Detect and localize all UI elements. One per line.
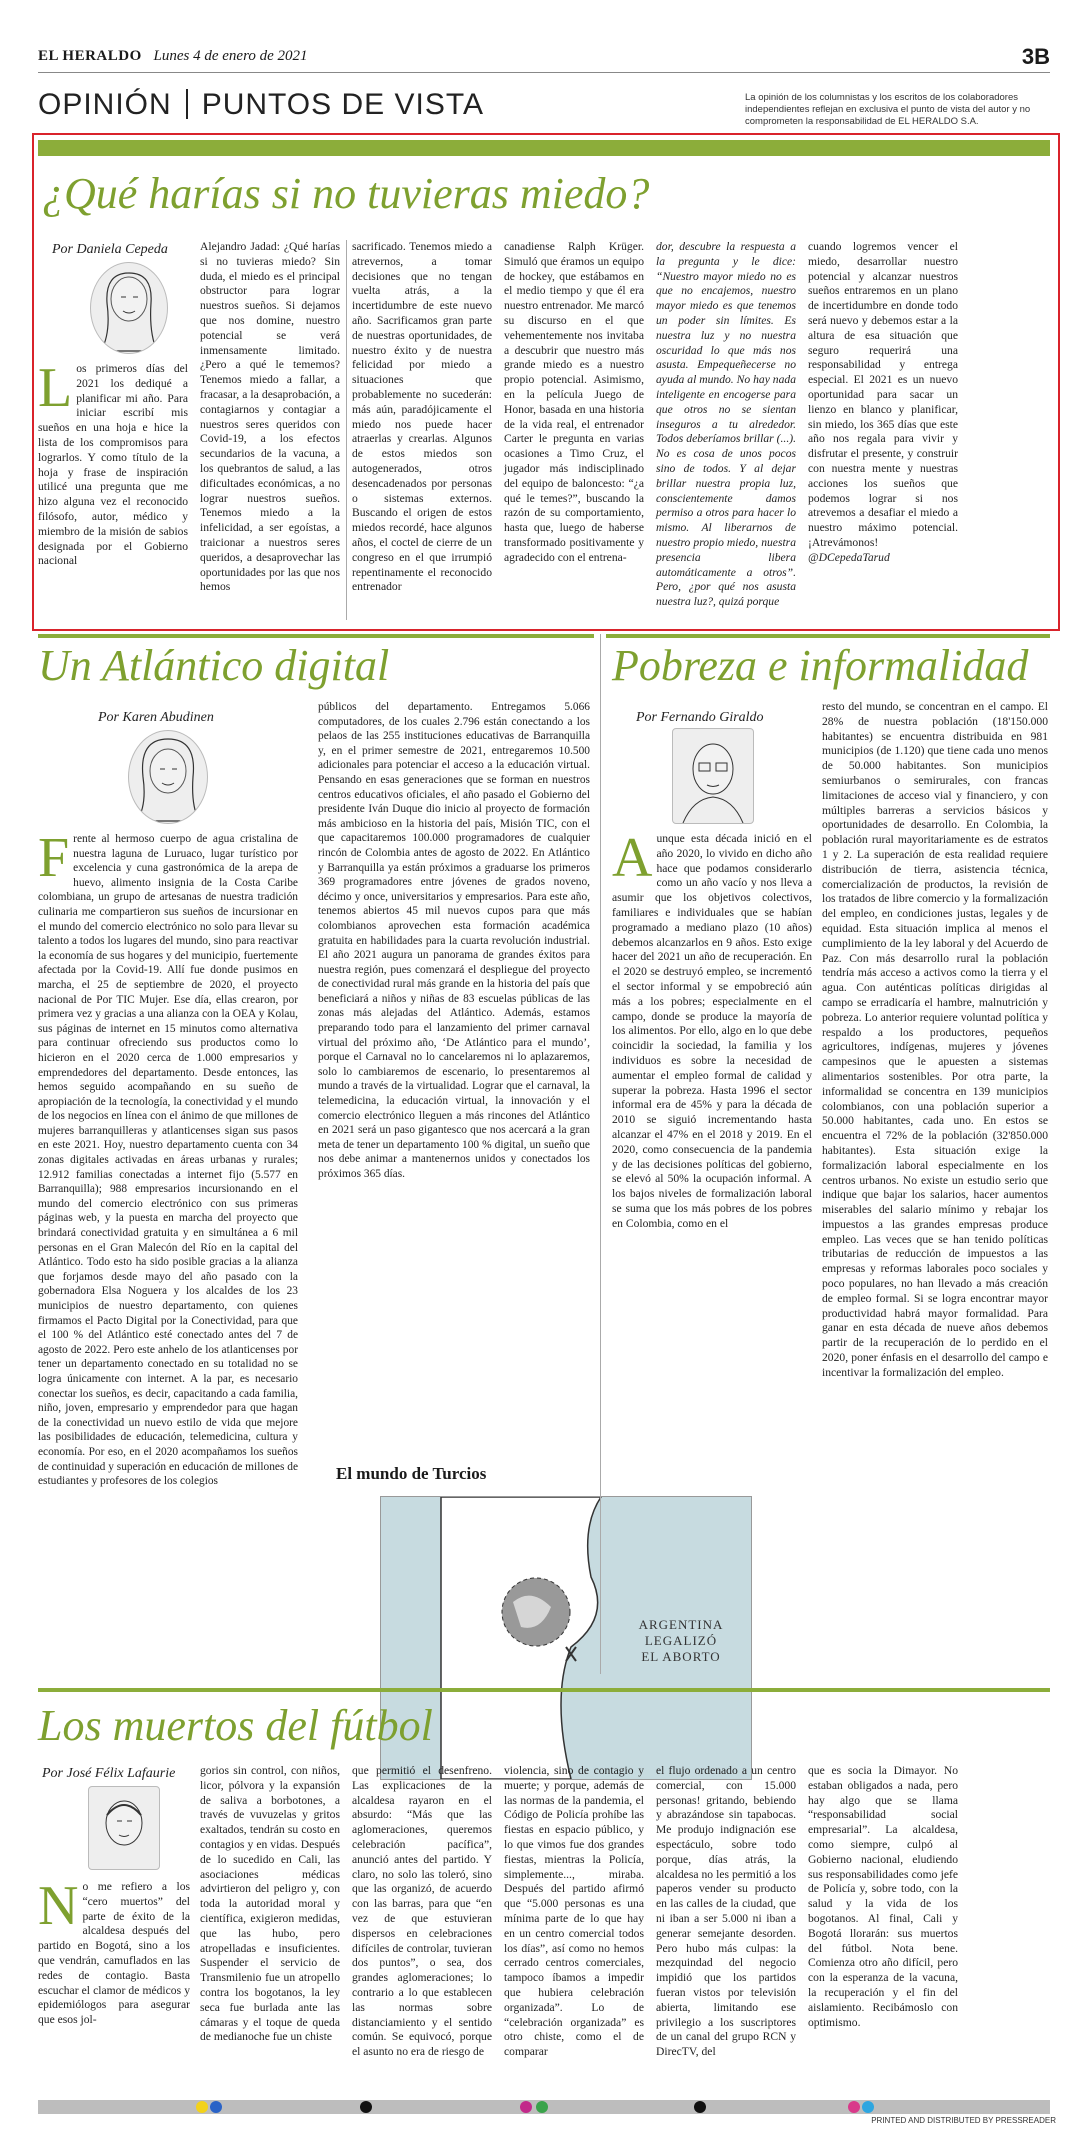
article-text: rente al hermoso cuerpo de agua cristalina de nuestra laguna de Luruaco, lugar turístico por excelencia y cuna gastronómica de la arepa de huevo, alimento insignia de la Costa Caribe colombiana, un grupo de artesanas de nuestra tradición culinaria me compartieron sus sueños de incursionar en el mundo del comercio electrónico no solo para llevar su talento a todos los lugares del mundo, sino para reactivar la economía de sus hogares y del municipio, fuertemente afectada por la Covid-19. Allí fue donde pusimos en marcha, el 25 de septiembre de 2020, el proyecto nacional de Por TIC Mujer. Ese día, ellas crearon, por primera vez y gracias a una alianza con la OEA y Kolau, sus páginas de internet en 15 minutos como alternativa para continuar ofreciendo sus productos como lo hicieron en el 2020 cerca de 1.000 empresarios y emprendedores del departamento. Desde entonces, las hemos seguido acompañando en su sueño de apropiación de la tecnología, la conectividad y el mundo de los negocios en línea con el ánimo de que millones de mujeres barranquilleras y atlanticenses sigan sus pasos en este 2021. Hoy, nuestro departamento cuenta con 34 zonas digitales activadas en áreas urbanas y rurales; 12.912 familias conectadas a internet fijo (5.577 en Barranquilla); 988 empresarios incursionando en el mundo del comercio electrónico con sus primeras páginas web, y la puesta en marcha del proyecto que brindará conectividad gratuita y en simultánea a 6 mil personas en el Gran Malecón del Río en la capital del Atlántico. Todo esto ha sido posible gracias a la alianza que forjamos desde mayo del año pasado con la gobernadora Elsa Noguera y los alcaldes de los 23 municipios de nuestro departamento, con quienes firmamos el Pacto Digital por la Conectividad, para que el 100 % del Atlántico esté conectado antes del 7 de agosto de 2022. Pero este anhelo de los atlanticenses por tener un departamento conectado en su totalidad no se logra únicamente con internet. A la par, es necesario conectar los sueños, es decir, capacitando a cada familia, niño, joven, empresario y emprendedor para que hagan de la conectividad un nuevo estilo de vida que mejore las posibilidades de educación, telemedicina, cultura y economía. Por eso, en el 2020 acompañamos los sueños de continuidad y superación en educación de millones de estudiantes y profesores de los colegios	[38, 833, 298, 1488]
article-column: que permitió el desenfreno. Las explicaciones de la alcaldesa rayaron en el absurdo: “Más que las aglomeraciones, queremos celebración pacífica”, anunció antes del partido. Y claro, no solo las toleró, sino que las organizó, de acuerdo con las barras, para que “en vez de que estuvieran dispersos en celebraciones difíciles de controlar, tuvieran dos puntos”, o sea, dos grandes aglomeraciones; lo contrario a lo que establecen las normas sobre distanciamiento y el sentido común. Se equivocó, porque el asunto no era de riesgo de	[352, 1764, 492, 2059]
article-byline: Por José Félix Lafaurie	[42, 1766, 176, 1781]
column-rule	[346, 240, 347, 620]
article-accent-bar	[606, 634, 1050, 638]
registration-dot	[694, 2101, 706, 2113]
pressreader-credit[interactable]: PRINTED AND DISTRIBUTED BY PRESSREADER	[871, 2116, 1056, 2125]
author-handle[interactable]: @DCepedaTarud	[808, 550, 890, 564]
author-portrait	[88, 1786, 160, 1870]
article-column: resto del mundo, se concentran en el campo. El 28% de nuestra población (18'150.000 habitantes) se encuentra distribuida en 981 municipios (de 1.120) que tiene cada uno menos de 50.000 habitantes. Son municipios semiurbanos o semirurales, con francas limitaciones de acceso vial y financiero, y con múltiples barreras a servicios básicos y oportunidades de desarrollo. En Colombia, la población rural mayoritariamente es de estratos 1 y 2. La superación de esta realidad requiere distribución de tierra, asistencia técnica, comercialización de productos, la revisión de los tratados de libre comercio y la formalización del empleo, en condiciones justas, legales y de equidad. Esta situación implica al menos el cumplimiento de la ley laboral y del Acuerdo de Paz. Con más desarrollo rural la población tendría más acceso a activos como la tierra y el agua. Con auténticas políticas dirigidas al campo se erradicaría el hambre, malnutrición y pobreza. Lo anterior requiere voluntad política y respaldo a los productores, pequeños agricultores, indígenas, mujeres y jóvenes campesinos que le apuesten a sistemas alimentarios sostenibles. Por otra parte, la informalidad se concentra en 139 municipios colombianos, con una población superior a 50.000 habitantes, cada uno. En estos se encuentra el 72% de la población (32'850.000 habitantes). Esta situación exige la formalización laboral especialmente en los centros urbanos. No existe un estudio serio que indique que bajar los salarios, hacer aumentos miserables del salario mínimo y rebajar los impuestos a las grandes empresas produce empleo. Las veces que se han tenido políticas tributarias de reducción de impuestos a las empresas y reformas laborales poco sociales y poco populares, no han llevado a más creación de empleo formal. Si se logra encontrar mayor productividad habrá mayor formalidad. Para ganar en esta década de nueve años debemos partir de la recuperación de lo perdido en el 2020, poner énfasis en el desarrollo del campo e incentivar la formalización del empleo.	[822, 700, 1048, 1379]
article-column	[38, 357, 188, 569]
article-column: el flujo ordenado a un centro comercial, con 15.000 personas! gritando, bebiendo y abrazándose sin tapabocas. Me produjo indignación ese espectáculo, sobre todo porque, días atrás, la alcaldesa no les permitió a los paperos vender su producto en las calles de la ciudad, que ni iban a ser 5.000 ni iban a generar semejante desorden. Pero hubo más culpas: la mezquindad del negocio impidió que los partidos fueran vistos por televisión abierta, limitando ese privilegio a los suscriptores de un canal del grupo RCN y DirecTV, del	[656, 1764, 796, 2059]
cartoon-title: El mundo de Turcios	[336, 1464, 487, 1483]
article-column	[38, 1875, 190, 2028]
article-column: públicos del departamento. Entregamos 5.066 computadores, de los cuales 2.796 están conectando a los pelaos de las 255 instituciones educativas de Barranquilla y, en el primer semestre de 2021, entregaremos 10.500 adicionales para potenciar el acceso a la educación virtual. Pensando en esas generaciones que se forman en nuestros centros educativos oficiales, el año pasado el Gobierno del presidente Iván Duque dio inicio al proyecto de formación más ambicioso en la historia del país, Misión TIC, con el que capacitaremos 100.000 programadores de cualquier rincón de Colombia antes de agosto de 2022. En Atlántico y Barranquilla ya están próximos a graduarse los primeros 369 programadores entre jóvenes de grados noveno, décimo y once, universitarios y empresarios. Para este año, tenemos abiertos 45 mil nuevos cupos para que más colombianos aprovechen esta formación académica gratuita en habilidades para la cuarta revolución industrial. El año 2021 augura un panorama de grandes éxitos para nuestra región, pues comenzará el despliegue del proyecto de conectividad rural más grande en la historia del país que beneficiará a niños y niñas de 83 escuelas públicas de las zonas más alejadas del Atlántico. Además, estamos preparando todo para el lanzamiento del primer carnaval virtual del próximo año, ‘De Atlántico para el mundo’, porque el Carnaval no lo cancelaremos ni lo aplazaremos, solo lo cambiaremos de escenario, lo presentaremos al mundo a través de la virtualidad. Lograr que el carnaval, la telemedicina, la educación virtual, la innovación y el comercio electrónico lleguen a más rincones del Atlántico en 2021 será un paso gigantesco que nos acercará a la gran meta de tener un departamento 100 % digital, un sueño que nos debe animar a mantenernos unidos y conectados los próximos 365 días.	[318, 701, 590, 1180]
article-byline: Por Fernando Giraldo	[636, 710, 764, 725]
article-column	[808, 240, 958, 566]
article-accent-bar	[38, 140, 1050, 156]
cartoon-image	[380, 1496, 752, 1780]
registration-dot	[848, 2101, 860, 2113]
registration-dot	[210, 2101, 222, 2113]
registration-dot	[520, 2101, 532, 2113]
paper-name: EL HERALDO	[38, 48, 142, 64]
article-column	[612, 827, 812, 1232]
registration-dot	[196, 2101, 208, 2113]
registration-dot	[360, 2101, 372, 2113]
page-number: 3B	[1021, 44, 1050, 69]
disclaimer: La opinión de los columnistas y los escritos de los colaboradores independientes reflejan en exclusiva el punto de vista del autor y no comprometen la responsabilidad de EL HERALDO S.A.	[745, 92, 1031, 127]
section-title: OPINIÓN	[38, 88, 172, 121]
section-header	[38, 88, 484, 122]
issue-date: Lunes 4 de enero de 2021	[153, 48, 308, 64]
article-text: os primeros días del 2021 los dediqué a planificar mi año. Para iniciar escribí mis sueños en una hoja e hice la lista de los compromisos para lograrlos. Y como título de la hoja y frase de inspiración utilicé una pregunta que me hizo alguna vez el reconocido filósofo, autor, médico y miembro de la misión de sabios designada por el Gobierno nacional	[38, 362, 188, 568]
article-column: sacrificado. Tenemos miedo a atrevernos, a tomar decisiones que no tengan vuelta atrás, a la incertidumbre de este nuevo año. Sacrificamos gran parte de nuestras oportunidades, de nuestro éxito y de nuestra felicidad por miedo a situaciones que probablemente no sucederán: más aún, paradójicamente el miedo nos puede hacer atraerlas y crearlas. Algunos de estos miedos son autogenerados, otros desencadenados por personas o sistemas externos. Buscando el origen de estos miedos recordé, hace algunos años, el coctel de cierre de un congreso en el que irrumpió repentinamente el reconocido entrenador	[352, 240, 492, 594]
article-column: canadiense Ralph Krüger. Simuló que éramos un equipo de hockey, que estábamos en el medio tiempo y que él era nuestro entrenador. Me marcó su discurso en el que vehementemente nos invitaba a descubrir que nuestro más grande miedo es a nuestro propio potencial. Asimismo, en la película Juego de Honor, basada en una historia de la vida real, el entrenador Carter le pregunta en varias ocasiones a Timo Cruz, el jugador más indisciplinado del equipo de baloncesto: “¿a qué le temes?”, buscando la razón de su comportamiento, hasta que, luego de haberse transformado positivamente y agradecido con el entrena-	[504, 240, 644, 564]
drop-cap: F	[38, 827, 70, 889]
article-column: Alejandro Jadad: ¿Qué harías si no tuvieras miedo? Sin duda, el miedo es el principal obstructor para lograr nuestros sueños. Si dejamos que nos domine, nuestro potencial se verá inmensamente limitado. ¿Pero a qué le tememos? Tenemos miedo a fallar, a fracasar, a la desaprobación, a contagiarnos y contagiar a nuestros seres queridos con Covid-19, a los efectos secundarios de la vacuna, a los quebrantos de salud, a las dificultades económicas, a no lograr nuestros sueños. Tenemos miedo a la infelicidad, a ser egoístas, a traicionar a nuestros seres queridos, a desaprovechar las oportunidades por las que nos hemos	[200, 240, 340, 594]
author-portrait	[672, 728, 754, 824]
article-column: violencia, sino de contagio y muerte; y porque, además de las normas de la pandemia, el Código de Policía prohíbe las fiestas en espacio público, y lo que vimos fue dos grandes fiestas, mientras la Policía, simplemente..., miraba. Después del partido afirmó que “5.000 personas es una mínima parte de lo que hay en un centro comercial todos los días”, así como no hemos cerrado centros comerciales, tampoco íbamos a impedir que hubiera celebración organizada”. Lo de “celebración organizada” es otro chiste, como el de comparar	[504, 1764, 644, 2059]
article-column: gorios sin control, con niños, licor, pólvora y la expansión de saliva a borbotones, a través de vuvuzelas y gritos exaltados, tendrán su costo en contagios y en vidas. Después de lo sucedido en Cali, las asociaciones médicas advirtieron del peligro y, con toda la autoridad moral y científica, exigieron medidas, que las hubo, pero atropelladas e insuficientes. Suspender el servicio de Transmilenio fue un atropello contra los bogotanos, la ley seca fue burlada ante las cámaras y el toque de queda de medianoche fue un chiste	[200, 1764, 340, 2044]
article-title[interactable]: Pobreza e informalidad	[612, 641, 1029, 690]
author-portrait	[128, 730, 208, 824]
article-text: unque esta década inició en el año 2020, lo vivido en dicho año hace que podamos considerarlo como un año vacío y nos lleva a asumir que los objetivos colectivos, familiares e individuales que se habían programado a mediano plazo (10 años) debemos alcanzarlos en 9 años. Esto exige hacer del 2021 un año de recuperación. En el 2020 se destruyó empleo, se incrementó el sector informal y se empobreció aún más a los pobres; especialmente en el campo, donde se produce la mayoría de los alimentos. Por ello, algo en lo que debe coincidir la sociedad, la familia y los individuos es sobre la necesidad de aumentar el empleo formal de calidad y superar la pobreza. Hasta 1996 el sector informal era de 45% y para la década de 2010 se siguió incrementando hasta alcanzar el 47% en el 2018 y 2019. En el 2020, como consecuencia de la pandemia y de las decisiones políticas del gobierno, se elevó al 50% la ocupación informal. A los bajos niveles de formalización laboral se suma que los más pobres de los pobres en Colombia, como en el	[612, 832, 812, 1230]
article-byline: Por Daniela Cepeda	[52, 242, 168, 257]
cartoon-sign	[621, 1617, 741, 1665]
article-text: o me refiero a los “cero muertos” del parte de éxito de la alcaldesa después del partido en Bogotá, sino a los que vendrán, camuflados en las redes de contagio. Basta escuchar el clamor de médicos y epidemiólogos para asegurar que esos jol-	[38, 1880, 190, 2027]
article-accent-bar	[38, 1688, 1050, 1692]
drop-cap: L	[38, 357, 73, 419]
drop-cap: N	[38, 1875, 79, 1937]
article-byline: Por Karen Abudinen	[98, 710, 214, 725]
article-text: cuando logremos vencer el miedo, desarrollar nuestro potencial y alcanzar nuestros sueños entraremos en un plano de incertidumbre en donde todo será nuevo y debemos estar a la altura de esa situación que seguro requerirá una responsabilidad y entrega especial. El 2021 es un nuevo oportunidad para sacar un lienzo en blanco y planificar, sin miedo, los 365 días que este año nos regala para vivir y disfrutar el presente, y construir con nuestra mente y nuestras acciones los sueños que podemos lograr si nos atrevemos a desafiar el miedo a nuestro máximo potencial. ¡Atrevámonos!	[808, 240, 958, 549]
masthead	[38, 48, 308, 65]
article-title[interactable]: ¿Qué harías si no tuvieras miedo?	[42, 169, 650, 218]
sign-line: ARGENTINA	[638, 1617, 724, 1632]
subsection-title: PUNTOS DE VISTA	[201, 88, 484, 121]
registration-dot	[536, 2101, 548, 2113]
sign-line: EL ABORTO	[641, 1649, 721, 1664]
header-rule	[38, 72, 1050, 73]
article-title[interactable]: Los muertos del fútbol	[38, 1701, 433, 1750]
article-title[interactable]: Un Atlántico digital	[38, 641, 390, 690]
article-column	[38, 827, 298, 1489]
author-portrait	[90, 262, 168, 354]
article-accent-bar	[38, 634, 594, 638]
drop-cap: A	[612, 827, 653, 889]
section-divider	[186, 89, 188, 119]
sign-line: LEGALIZÓ	[644, 1633, 718, 1648]
article-column: que es socia la Dimayor. No estaban obligados a nada, pero hay algo que se llama “responsabilidad social empresarial”. La alcaldesa, como siempre, culpó al Gobierno nacional, eludiendo sus responsabilidades como jefe de Policía y, sobre todo, con la salud y la vida de los bogotanos. Al final, Cali y Bogotá llorarán: sus muertos del fútbol. Nota bene. Comienza otro año difícil, pero con la esperanza de la vacuna, la recuperación y el fin del aislamiento. Recibámoslo con optimismo.	[808, 1764, 958, 2029]
article-column: dor, descubre la respuesta a la pregunta y le dice: “Nuestro mayor miedo no es que no encajemos, nuestro mayor miedo es que tenemos un poder sin límites. Es nuestra luz y no nuestra oscuridad lo que más nos asusta. Empequeñecerse no ayuda al mundo. No hay nada inteligente en encogerse para que otros no se sientan inseguros a tu alrededor. Todos deberíamos brillar (...). No es cosa de unos pocos sino de todos. Y al dejar brillar nuestra propia luz, conscientemente damos permiso a otros para hacer lo mismo. Al liberarnos de nuestro propio miedo, nuestra presencia libera automáticamente a otros”. Pero, ¿por qué nos asusta nuestra luz?, quizá porque	[656, 240, 796, 609]
registration-dot	[862, 2101, 874, 2113]
column-rule	[600, 634, 601, 1674]
